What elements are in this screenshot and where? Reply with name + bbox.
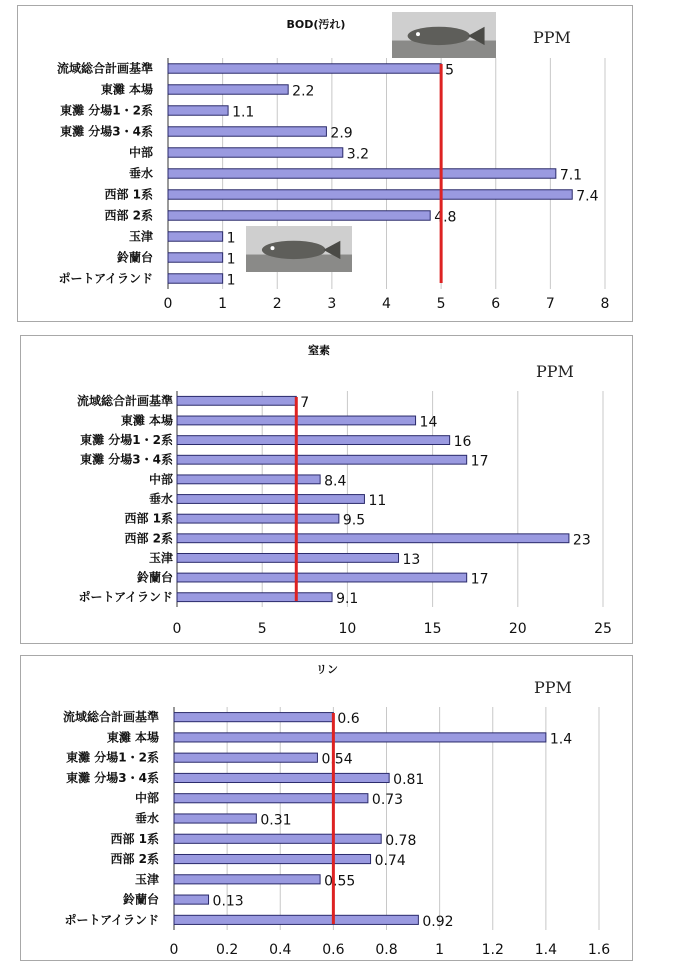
bar xyxy=(177,396,296,405)
category-label: 垂水 xyxy=(148,492,173,506)
data-label: 13 xyxy=(402,551,421,568)
x-tick-label: 1.6 xyxy=(587,942,611,958)
data-label: 9.1 xyxy=(336,591,359,608)
x-tick-label: 25 xyxy=(594,621,612,637)
bar xyxy=(177,534,569,543)
fish-body-icon xyxy=(408,27,470,45)
category-label: 東灘 本場 xyxy=(106,730,159,745)
category-label: ポートアイランド xyxy=(78,590,173,605)
x-tick-label: 10 xyxy=(338,621,357,637)
data-label: 17 xyxy=(470,453,489,470)
x-tick-label: 1 xyxy=(218,296,228,312)
fish-eye-icon xyxy=(271,246,275,250)
data-label: 2.2 xyxy=(292,83,315,100)
x-tick-label: 0.8 xyxy=(375,942,398,958)
data-label: 7 xyxy=(300,394,310,411)
x-tick-label: 20 xyxy=(508,621,527,637)
chart-panel-nitrogen xyxy=(20,335,633,644)
category-label: 中部 xyxy=(128,145,153,160)
category-label: 流域総合計画基準 xyxy=(56,61,153,76)
data-label: 1 xyxy=(226,272,236,289)
x-tick-label: 0.4 xyxy=(269,942,292,958)
data-label: 4.8 xyxy=(434,209,457,226)
category-label: 東灘 本場 xyxy=(100,82,153,97)
x-tick-label: 5 xyxy=(436,296,446,312)
category-label: 西部 1系 xyxy=(104,187,153,202)
x-tick-label: 0 xyxy=(169,942,179,958)
fish-photo xyxy=(246,226,352,272)
bar xyxy=(177,475,320,484)
x-tick-label: 0 xyxy=(172,621,182,637)
chart-panel-phosphorus xyxy=(20,655,633,961)
bar xyxy=(174,854,371,863)
data-label: 0.81 xyxy=(393,771,425,788)
chart-title: 窒素 xyxy=(308,344,330,357)
x-tick-label: 8 xyxy=(600,296,610,312)
bar xyxy=(177,593,332,602)
category-label: 中部 xyxy=(148,472,173,487)
bar xyxy=(168,127,326,136)
chart-title: リン xyxy=(316,663,338,676)
bar xyxy=(174,753,317,762)
fish-body-icon xyxy=(262,241,326,259)
x-tick-label: 1 xyxy=(435,942,445,958)
category-label: 西部 2系 xyxy=(124,531,173,546)
data-label: 1 xyxy=(226,230,236,247)
bar xyxy=(168,169,556,178)
data-label: 3.2 xyxy=(346,146,370,163)
category-label: 玉津 xyxy=(128,229,153,244)
bar xyxy=(174,814,256,823)
category-label: 西部 1系 xyxy=(110,831,159,846)
bar xyxy=(177,436,450,445)
bar xyxy=(174,834,381,843)
bar xyxy=(168,148,343,157)
data-label: 0.13 xyxy=(212,893,244,910)
category-label: 東灘 分場1・2系 xyxy=(66,750,159,765)
category-label: 東灘 本場 xyxy=(120,413,173,428)
category-label: 東灘 分場3・4系 xyxy=(60,124,153,139)
category-label: 流域総合計画基準 xyxy=(76,393,173,408)
bar xyxy=(168,253,223,262)
bar xyxy=(168,211,430,220)
x-tick-label: 3 xyxy=(327,296,337,312)
bar xyxy=(177,455,467,464)
data-label: 1.1 xyxy=(232,104,255,121)
data-label: 7.1 xyxy=(559,167,583,184)
data-label: 0.55 xyxy=(324,873,356,890)
category-label: 東灘 分場3・4系 xyxy=(66,770,159,785)
data-label: 5 xyxy=(445,62,455,79)
bar xyxy=(174,713,333,722)
data-label: 8.4 xyxy=(324,473,347,490)
data-label: 23 xyxy=(572,532,591,549)
category-label: 東灘 分場3・4系 xyxy=(80,452,173,467)
data-label: 1.4 xyxy=(549,731,573,748)
data-label: 0.78 xyxy=(385,832,417,849)
x-tick-label: 0.6 xyxy=(322,942,345,958)
data-label: 7.4 xyxy=(576,188,599,205)
x-tick-label: 5 xyxy=(257,621,267,637)
category-label: 鈴蘭台 xyxy=(122,892,159,907)
category-label: 中部 xyxy=(134,791,159,806)
bar xyxy=(174,733,546,742)
bar xyxy=(174,895,209,904)
chart-bod xyxy=(18,6,632,321)
bar xyxy=(174,915,418,924)
chart-nitrogen xyxy=(21,336,632,643)
category-label: 西部 2系 xyxy=(110,852,159,867)
category-label: 西部 1系 xyxy=(124,511,173,526)
chart-phosphorus xyxy=(21,656,632,960)
category-label: 流域総合計画基準 xyxy=(62,710,159,725)
x-tick-label: 4 xyxy=(382,296,391,312)
bar xyxy=(177,495,364,504)
data-label: 14 xyxy=(419,414,438,431)
x-tick-label: 7 xyxy=(545,296,555,312)
category-label: 垂水 xyxy=(134,811,159,826)
category-label: ポートアイランド xyxy=(58,271,153,286)
bar xyxy=(177,514,339,523)
bar xyxy=(168,85,288,94)
data-label: 0.31 xyxy=(260,812,292,829)
x-tick-label: 2 xyxy=(272,296,282,312)
data-label: 0.54 xyxy=(321,751,353,768)
category-label: 垂水 xyxy=(128,166,153,181)
chart-title: BOD(汚れ) xyxy=(286,18,346,31)
chart-panel-bod xyxy=(17,5,633,322)
category-label: 東灘 分場1・2系 xyxy=(80,433,173,448)
unit-label: PPM xyxy=(534,678,572,697)
unit-label: PPM xyxy=(536,362,574,381)
category-label: 鈴蘭台 xyxy=(136,570,173,585)
data-label: 0.6 xyxy=(337,711,360,728)
data-label: 2.9 xyxy=(330,125,353,142)
data-label: 17 xyxy=(470,571,489,588)
fish-eye-icon xyxy=(416,32,420,36)
bar xyxy=(168,274,223,283)
unit-label: PPM xyxy=(533,28,571,47)
x-tick-label: 15 xyxy=(423,621,442,637)
data-label: 1 xyxy=(226,251,236,268)
bar xyxy=(174,875,320,884)
category-label: ポートアイランド xyxy=(64,912,159,927)
data-label: 11 xyxy=(368,493,387,509)
category-label: 西部 2系 xyxy=(104,208,153,223)
bar xyxy=(168,64,441,73)
data-label: 0.74 xyxy=(374,853,406,870)
bar xyxy=(174,773,389,782)
bar xyxy=(177,553,399,562)
data-label: 16 xyxy=(453,434,472,451)
x-tick-label: 1.4 xyxy=(534,942,558,958)
category-label: 玉津 xyxy=(134,872,159,887)
data-label: 0.92 xyxy=(422,913,454,930)
x-tick-label: 6 xyxy=(491,296,501,312)
category-label: 玉津 xyxy=(148,550,173,565)
category-label: 鈴蘭台 xyxy=(116,250,153,265)
bar xyxy=(177,573,467,582)
data-label: 9.5 xyxy=(342,512,366,529)
x-tick-label: 0 xyxy=(163,296,173,312)
data-label: 0.73 xyxy=(371,792,404,809)
x-tick-label: 1.2 xyxy=(481,942,504,958)
bar xyxy=(174,794,368,803)
fish-photo xyxy=(392,12,496,58)
bar xyxy=(168,232,223,241)
bar xyxy=(168,106,228,115)
bar xyxy=(168,190,572,199)
x-tick-label: 0.2 xyxy=(215,942,239,958)
category-label: 東灘 分場1・2系 xyxy=(60,103,153,118)
